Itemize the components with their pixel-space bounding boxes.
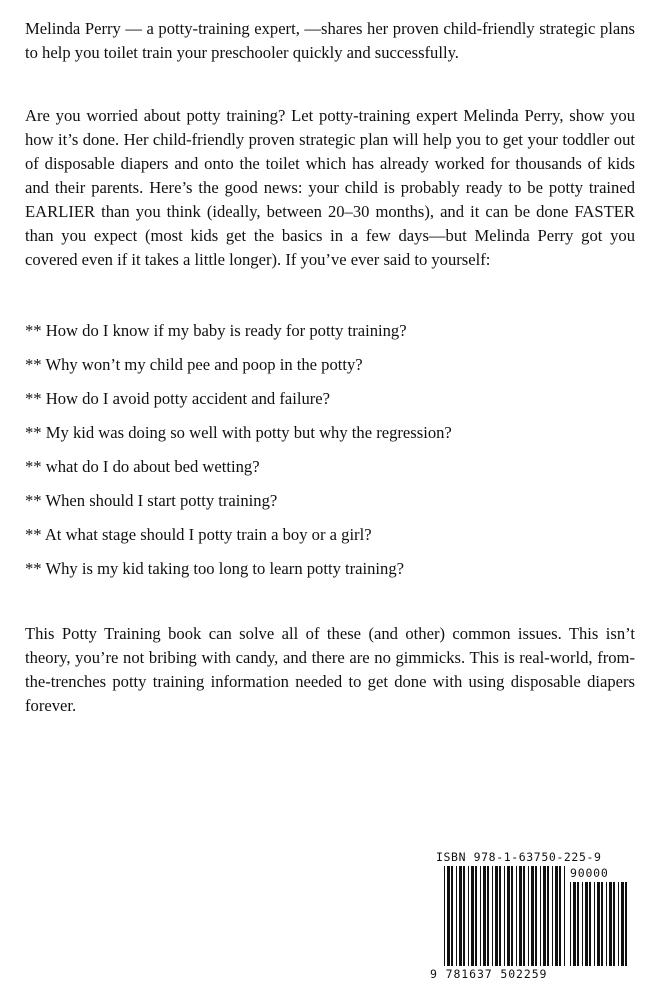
barcode-stripe bbox=[451, 866, 453, 966]
barcode-stripe bbox=[555, 866, 558, 966]
barcode-stripe bbox=[480, 866, 481, 966]
barcode-stripe bbox=[495, 866, 498, 966]
barcode-stripe bbox=[618, 882, 619, 966]
barcode-stripe bbox=[444, 866, 445, 966]
question-item: ** Why won’t my child pee and poop in the potty? bbox=[25, 355, 363, 374]
question-list bbox=[25, 319, 635, 591]
question-item: ** what do I do about bed wetting? bbox=[25, 457, 260, 476]
barcode-stripe bbox=[585, 882, 588, 966]
barcode-stripe bbox=[597, 882, 600, 966]
barcode-stripe bbox=[531, 866, 534, 966]
outro-paragraph: This Potty Training book can solve all of these (and other) common issues. This isn’t theory, you’re not bribing with candy, and there are no gimmicks. This is real-world, from-the-trenches potty training information needed to get done with using disposable diapers forever. bbox=[25, 624, 635, 715]
barcode-stripe bbox=[609, 882, 612, 966]
barcode-stripe bbox=[613, 882, 615, 966]
barcode-stripe bbox=[535, 866, 537, 966]
barcode-stripe bbox=[577, 882, 579, 966]
barcode-stripe bbox=[573, 882, 576, 966]
barcode-stripe bbox=[471, 866, 474, 966]
price-code: 90000 bbox=[570, 866, 609, 880]
barcode-stripe bbox=[516, 866, 517, 966]
barcode-stripe bbox=[523, 866, 525, 966]
barcode-stripe bbox=[606, 882, 607, 966]
barcode-stripe bbox=[504, 866, 505, 966]
barcode-stripe bbox=[519, 866, 522, 966]
barcode-stripe bbox=[621, 882, 624, 966]
barcode-stripe bbox=[459, 866, 462, 966]
barcode-stripe bbox=[601, 882, 603, 966]
question-item: ** At what stage should I potty train a boy or a girl? bbox=[25, 525, 372, 544]
body-paragraph: Are you worried about potty training? Let potty-training expert Melinda Perry, show you how it’s done. Her child-friendly proven strategic plan will help you to get your toddler out of disposable diapers and onto the toilet which has already worked for thousands of kids and their parents. Here’s the good news: your child is probably ready to be potty trained EARLIER than you think (ideally, between 20–30 months), and it can be done FASTER than you expect (most kids get the basics in a few days—but Melinda Perry got you covered even if it takes a little longer). If you’ve ever said to yourself: bbox=[25, 106, 635, 269]
barcode-stripe bbox=[483, 866, 486, 966]
barcode-stripe bbox=[625, 882, 627, 966]
question-item: ** How do I know if my baby is ready for potty training? bbox=[25, 321, 407, 340]
question-item: ** How do I avoid potty accident and failure? bbox=[25, 389, 331, 408]
barcode-stripe bbox=[511, 866, 513, 966]
barcode-stripe bbox=[594, 882, 595, 966]
question-item: ** When should I start potty training? bbox=[25, 491, 278, 510]
barcode-bars bbox=[430, 866, 632, 968]
barcode-stripe bbox=[499, 866, 501, 966]
barcode-stripe bbox=[468, 866, 469, 966]
barcode-stripe bbox=[564, 866, 565, 966]
barcode-stripe bbox=[456, 866, 457, 966]
isbn-label: ISBN 978-1-63750-225-9 bbox=[436, 850, 602, 864]
barcode-stripe bbox=[589, 882, 591, 966]
barcode-stripe bbox=[463, 866, 465, 966]
barcode-stripe bbox=[492, 866, 493, 966]
barcode-stripe bbox=[528, 866, 529, 966]
barcode-stripe bbox=[507, 866, 510, 966]
barcode-stripe bbox=[540, 866, 541, 966]
barcode-stripe bbox=[543, 866, 546, 966]
isbn-barcode bbox=[430, 850, 632, 986]
barcode-stripe bbox=[475, 866, 477, 966]
barcode-stripe bbox=[582, 882, 583, 966]
barcode-stripe bbox=[559, 866, 561, 966]
barcode-stripe bbox=[547, 866, 549, 966]
barcode-stripe bbox=[447, 866, 450, 966]
intro-paragraph: Melinda Perry — a potty-training expert, —shares her proven child-friendly strategic plans to help you toilet train your preschooler quickly and successfully. bbox=[25, 19, 635, 62]
question-item: ** Why is my kid taking too long to learn potty training? bbox=[25, 559, 404, 578]
question-item: ** My kid was doing so well with potty but why the regression? bbox=[25, 423, 452, 442]
barcode-stripe bbox=[570, 882, 571, 966]
barcode-stripe bbox=[552, 866, 553, 966]
ean-digits: 9 781637 502259 bbox=[430, 967, 548, 981]
barcode-stripe bbox=[487, 866, 489, 966]
